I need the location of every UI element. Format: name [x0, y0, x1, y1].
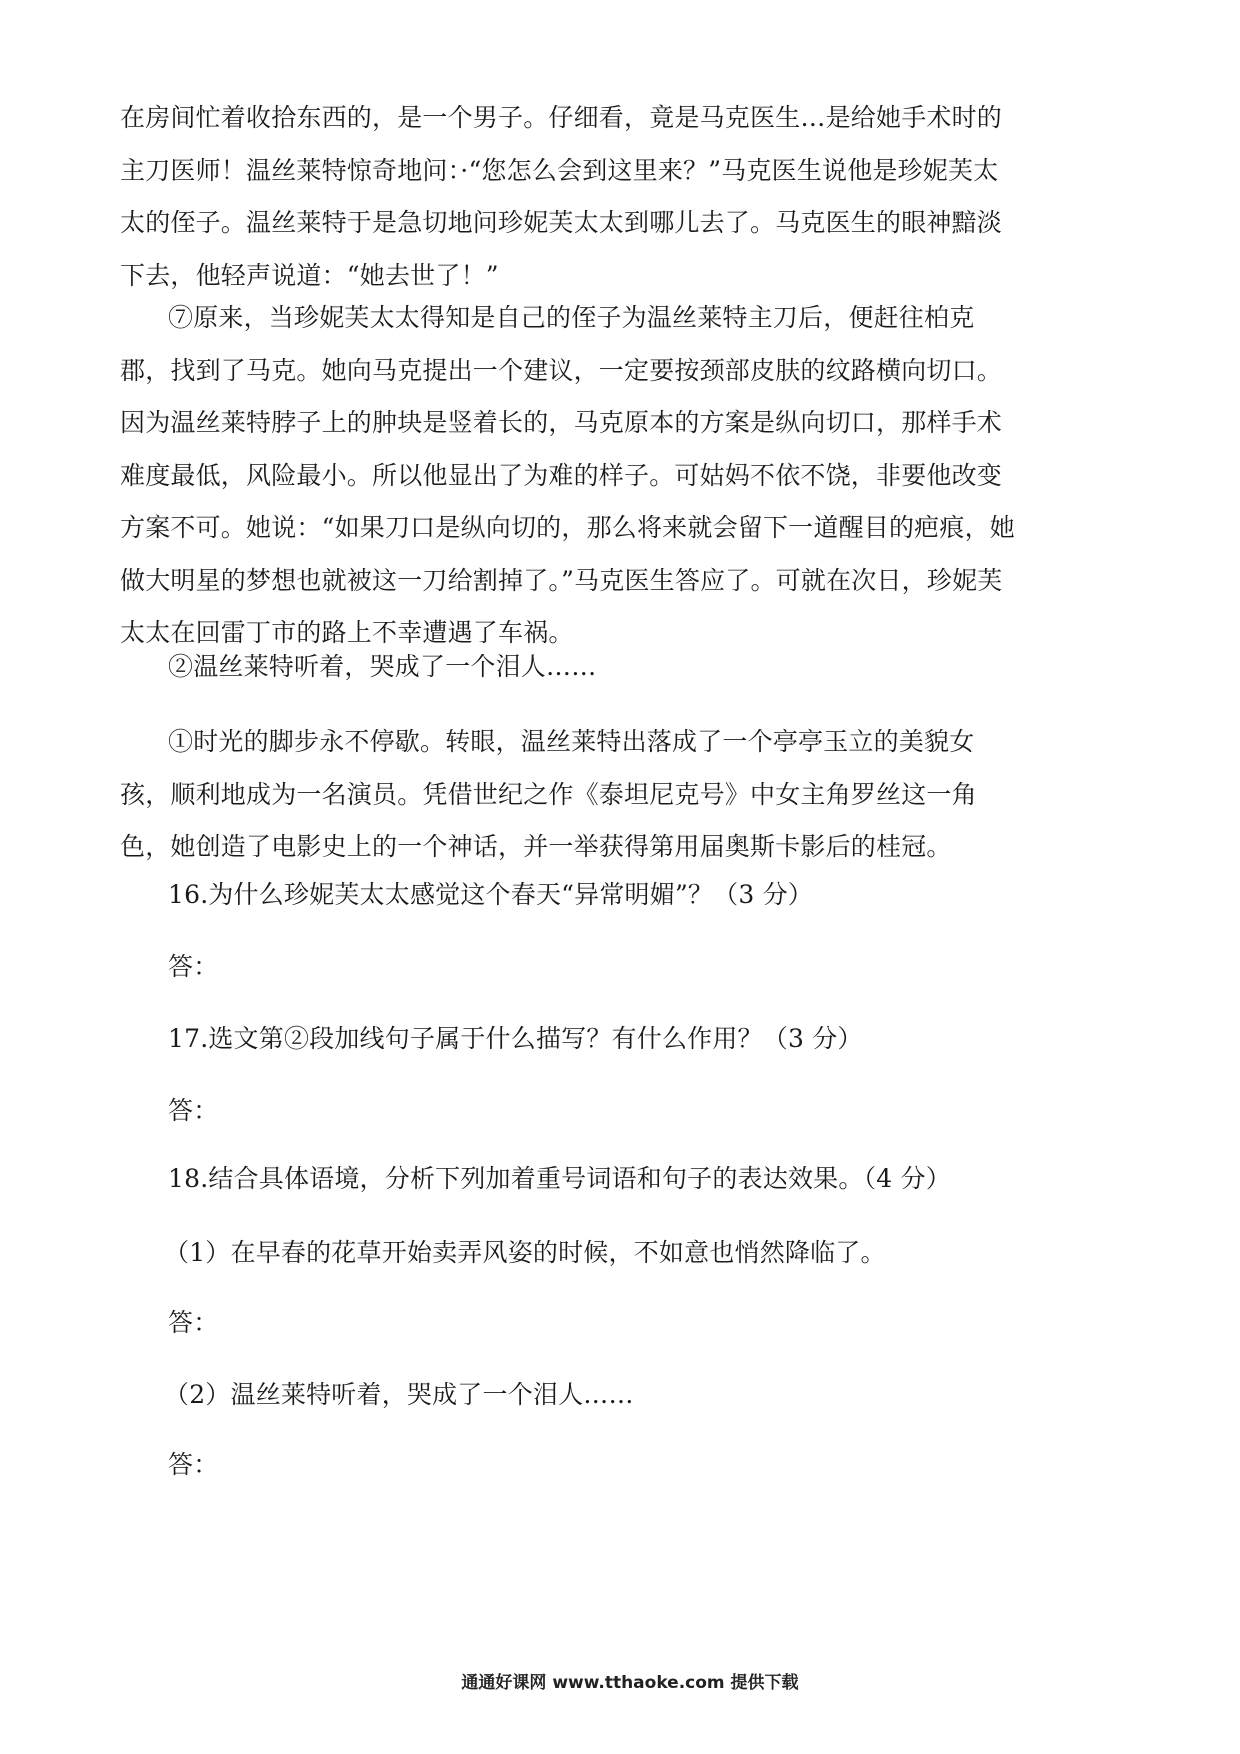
question-18-part-2-answer-label: 答：: [168, 1450, 219, 1479]
question-16-answer-label: 答：: [168, 952, 219, 981]
question-18: 18.结合具体语境，分析下列加着重号词语和句子的表达效果。（4 分）: [168, 1164, 951, 1193]
question-16: 16.为什么珍妮芙太太感觉这个春天“异常明媚”？（3 分）: [168, 880, 813, 909]
story-paragraph-8: ②温丝莱特听着，哭成了一个泪人……: [168, 652, 597, 681]
story-paragraph-6-tail: 在房间忙着收拾东西的，是一个男子。仔细看，竟是马克医生…是给她手术时的主刀医师！温丝莱特惊奇地问：·“您怎么会到这里来？”马克医生说他是珍妮芙太太的侄子。温丝莱特于是急切地问珍妮芙太太到哪儿去了。马克医生的眼神黯淡下去，他轻声说道：“她去世了！”: [120, 103, 1003, 290]
story-paragraph-7: ⑦原来，当珍妮芙太太得知是自己的侄子为温丝莱特主刀后，便赶往柏克郡，找到了马克。她向马克提出一个建议，一定要按颈部皮肤的纹路横向切口。因为温丝莱特脖子上的肿块是竖着长的，马克原本的方案是纵向切口，那样手术难度最低，风险最小。所以他显出了为难的样子。可姑妈不依不饶，非要他改变方案不可。她说：“如果刀口是纵向切的，那么将来就会留下一道醒目的疤痕，她做大明星的梦想也就被这一刀给割掉了。”马克医生答应了。可就在次日，珍妮芙太太在回雷丁市的路上不幸遭遇了车祸。: [120, 303, 1015, 647]
story-paragraph-9: ①时光的脚步永不停歇。转眼，温丝莱特出落成了一个亭亭玉立的美貌女孩，顺利地成为一名演员。凭借世纪之作《泰坦尼克号》中女主角罗丝这一角色，她创造了电影史上的一个神话，并一举获得第用届奥斯卡影后的桂冠。: [120, 727, 977, 861]
question-18-part-1: （1）在早春的花草开始卖弄风姿的时候，不如意也悄然降临了。: [164, 1238, 886, 1267]
page-footer: 通通好课网 www.tthaoke.com 提供下载: [461, 1673, 799, 1693]
question-18-part-1-answer-label: 答：: [168, 1308, 219, 1337]
question-17: 17.选文第②段加线句子属于什么描写？有什么作用？（3 分）: [168, 1024, 863, 1053]
question-18-part-2: （2）温丝莱特听着，哭成了一个泪人……: [164, 1380, 634, 1409]
question-17-answer-label: 答：: [168, 1096, 219, 1125]
